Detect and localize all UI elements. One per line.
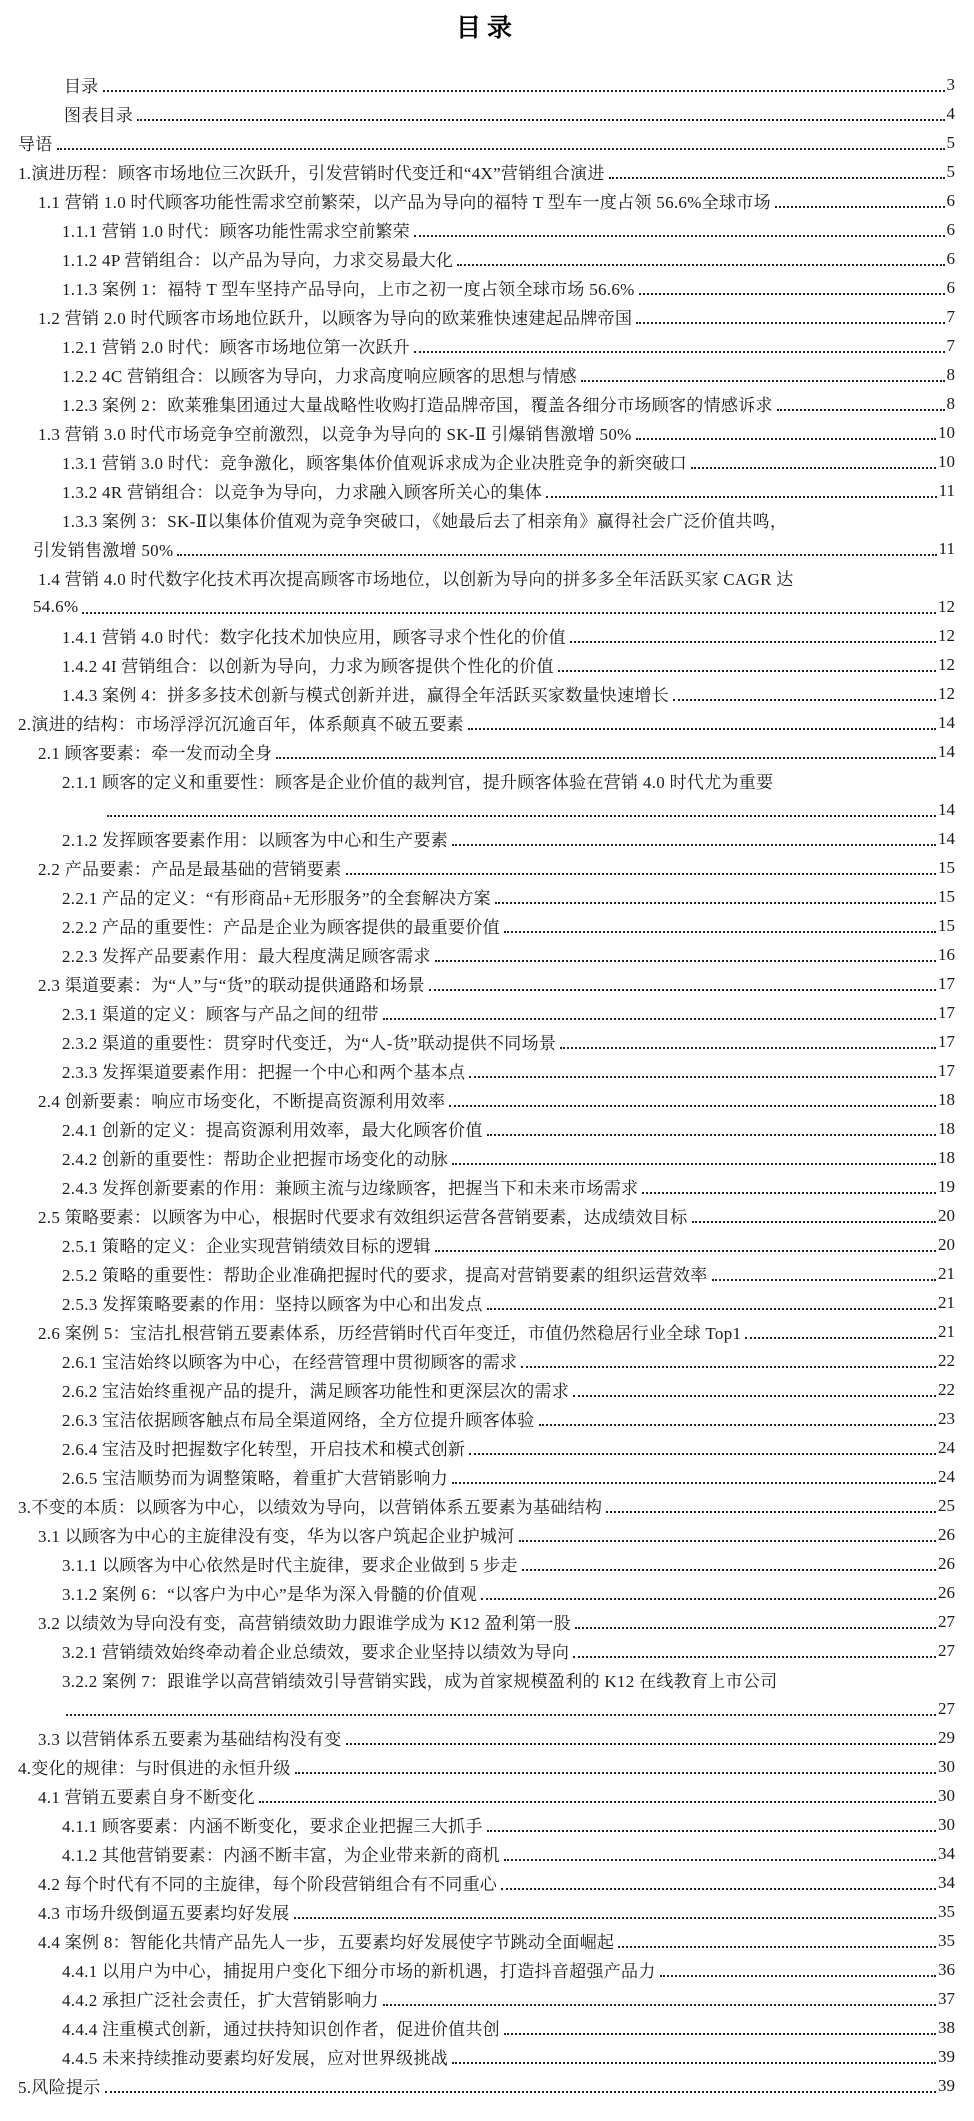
toc-leader-dots — [642, 1192, 936, 1194]
toc-entry-text: 2.1 顾客要素：牵一发而动全身 — [38, 744, 273, 763]
toc-entry[interactable] — [0, 447, 974, 476]
toc-entry[interactable] — [0, 766, 974, 795]
toc-entry-text: 1.4.1 营销 4.0 时代：数字化技术加快应用，顾客寻求个性化的价值 — [62, 628, 566, 647]
toc-entry-text: 1.4.2 4I 营销组合：以创新为导向，力求为顾客提供个性化的价值 — [62, 657, 554, 676]
toc-entry-text: 2.5.3 发挥策略要素的作用：坚持以顾客为中心和出发点 — [62, 1295, 483, 1314]
toc-entry-text: 2.5.1 策略的定义：企业实现营销绩效目标的逻辑 — [62, 1237, 431, 1256]
toc-entry[interactable] — [0, 824, 974, 853]
toc-leader-dots — [504, 931, 936, 933]
toc-entry-text: 2.2.2 产品的重要性：产品是企业为顾客提供的最重要价值 — [62, 918, 500, 937]
toc-leader-dots — [452, 844, 936, 846]
toc-entry-text: 1.3.1 营销 3.0 时代：竞争激化，顾客集体价值观诉求成为企业决胜竞争的新突破口 — [62, 454, 687, 473]
toc-entry-text: 3.1.1 以顾客为中心依然是时代主旋律，要求企业做到 5 步走 — [62, 1556, 518, 1575]
toc-entry[interactable] — [0, 389, 974, 418]
toc-entry-text: 2.1.2 发挥顾客要素作用：以顾客为中心和生产要素 — [62, 831, 449, 850]
toc-page-number: 26 — [938, 1524, 955, 1544]
toc-entry[interactable] — [0, 331, 974, 360]
toc-entry-text: 2.3.3 发挥渠道要素作用：把握一个中心和两个基本点 — [62, 1063, 466, 1082]
toc-page-number: 35 — [938, 1930, 955, 1950]
toc-leader-dots — [429, 989, 936, 991]
toc-leader-dots — [691, 467, 936, 469]
toc-leader-dots — [573, 1656, 936, 1658]
toc-entry[interactable] — [0, 795, 974, 824]
toc-leader-dots — [435, 1250, 936, 1252]
toc-entry[interactable] — [0, 2071, 974, 2100]
toc-leader-dots — [495, 902, 936, 904]
toc-page-number: 39 — [938, 2075, 955, 2095]
toc-leader-dots — [618, 1946, 936, 1948]
toc-leader-dots — [692, 1221, 937, 1223]
toc-entry[interactable] — [0, 911, 974, 940]
toc-page-number: 21 — [938, 1321, 955, 1341]
toc-entry-text: 3.1.2 案例 6：“以客户为中心”是华为深入骨髓的价值观 — [62, 1585, 478, 1604]
toc-page-number: 24 — [938, 1466, 955, 1486]
toc-entry[interactable] — [0, 708, 974, 737]
toc-entry-text: 1.3.2 4R 营销组合：以竞争为导向，力求融入顾客所关心的集体 — [62, 483, 543, 502]
toc-page-number: 14 — [938, 828, 955, 848]
toc-entry-text: 2.演进的结构：市场浮浮沉沉逾百年，体系颠真不破五要素 — [18, 715, 464, 734]
toc-page-number: 7 — [946, 306, 955, 326]
toc-page-number: 8 — [946, 364, 955, 384]
toc-entry-text: 2.6 案例 5：宝洁扎根营销五要素体系，历经营销时代百年变迁，市值仍然稳居行业全球 Top1 — [38, 1324, 742, 1343]
toc-page-number: 37 — [938, 1988, 955, 2008]
toc-entry-text: 1.1 营销 1.0 时代顾客功能性需求空前繁荣，以产品为导向的福特 T 型车一度占领 56.6%全球市场 — [38, 193, 771, 212]
toc-leader-dots — [457, 264, 944, 266]
toc-entry-text: 2.3 渠道要素：为“人”与“货”的联动提供通路和场景 — [38, 976, 425, 995]
toc-page-number: 8 — [946, 393, 955, 413]
toc-leader-dots — [383, 1018, 936, 1020]
toc-entry-text: 3.2 以绩效为导向没有变，高营销绩效助力跟谁学成为 K12 盈利第一股 — [38, 1614, 572, 1633]
toc-entry-text: 2.1.1 顾客的定义和重要性：顾客是企业价值的裁判官，提升顾客体验在营销 4.0 时代尤为重要 — [62, 773, 774, 792]
toc-entry-text: 2.4 创新要素：响应市场变化，不断提高资源利用效率 — [38, 1092, 446, 1111]
toc-entry-text: 4.1.2 其他营销要素：内涵不断丰富，为企业带来新的商机 — [62, 1846, 500, 1865]
toc-entry[interactable] — [0, 1375, 974, 1404]
toc-leader-dots — [105, 2091, 936, 2093]
toc-page-number: 21 — [938, 1292, 955, 1312]
toc-leader-dots — [414, 351, 944, 353]
toc-leader-dots — [452, 1482, 936, 1484]
toc-entry-text: 1.2.1 营销 2.0 时代：顾客市场地位第一次跃升 — [62, 338, 411, 357]
toc-page-number: 14 — [938, 712, 955, 732]
toc-entry[interactable] — [0, 1172, 974, 1201]
toc-entry-text: 2.4.3 发挥创新要素的作用：兼顾主流与边缘顾客，把握当下和未来市场需求 — [62, 1179, 639, 1198]
toc-leader-dots — [660, 1975, 936, 1977]
toc-page-number: 35 — [938, 1901, 955, 1921]
toc-page-number: 11 — [938, 538, 955, 558]
toc-page-number: 30 — [938, 1785, 955, 1805]
toc-page-number: 17 — [938, 1031, 955, 1051]
toc-leader-dots — [570, 641, 936, 643]
toc-entry[interactable] — [0, 1723, 974, 1752]
toc-entry[interactable] — [0, 650, 974, 679]
toc-leader-dots — [573, 1395, 936, 1397]
toc-leader-dots — [259, 1801, 936, 1803]
toc-leader-dots — [57, 148, 945, 150]
toc-leader-dots — [522, 1569, 936, 1571]
toc-page-number: 26 — [938, 1582, 955, 1602]
toc-leader-dots — [103, 90, 945, 92]
toc-entry[interactable] — [0, 737, 974, 766]
toc-page-number: 27 — [938, 1698, 955, 1718]
toc-entry-text: 4.变化的规律：与时俱进的永恒升级 — [18, 1759, 291, 1778]
toc-entry[interactable] — [0, 1578, 974, 1607]
toc-leader-dots — [639, 293, 945, 295]
toc-leader-dots — [575, 1627, 936, 1629]
toc-page-number: 30 — [938, 1756, 955, 1776]
toc-page-number: 24 — [938, 1437, 955, 1457]
toc-page-number: 23 — [938, 1408, 955, 1428]
toc-page-number: 12 — [938, 596, 955, 616]
toc-entry-text: 3.1 以顾客为中心的主旋律没有变，华为以客户筑起企业护城河 — [38, 1527, 515, 1546]
toc-leader-dots — [487, 1830, 936, 1832]
toc-entry[interactable] — [0, 592, 974, 621]
toc-leader-dots — [777, 409, 945, 411]
toc-entry[interactable] — [0, 1346, 974, 1375]
toc-entry[interactable] — [0, 1143, 974, 1172]
toc-entry[interactable] — [0, 940, 974, 969]
toc-page-number: 30 — [938, 1814, 955, 1834]
toc-page-number: 18 — [938, 1118, 955, 1138]
toc-page-number: 17 — [938, 1002, 955, 1022]
toc-entry-text: 2.2.1 产品的定义：“有形商品+无形服务”的全套解决方案 — [62, 889, 491, 908]
toc-page-number: 38 — [938, 2017, 955, 2037]
toc-entry-text: 2.6.3 宝洁依据顾客触点布局全渠道网络，全方位提升顾客体验 — [62, 1411, 535, 1430]
toc-entry[interactable] — [0, 1259, 974, 1288]
toc-leader-dots — [107, 815, 936, 817]
toc-page-number: 27 — [938, 1640, 955, 1660]
toc-leader-dots — [487, 1134, 936, 1136]
toc-entry-text: 4.4.2 承担广泛社会责任，扩大营销影响力 — [62, 1991, 379, 2010]
toc-list — [0, 70, 974, 2100]
toc-entry[interactable] — [0, 1926, 974, 1955]
toc-leader-dots — [636, 438, 936, 440]
toc-leader-dots — [82, 612, 936, 614]
toc-page-number: 15 — [938, 857, 955, 877]
toc-leader-dots — [487, 1308, 936, 1310]
toc-entry[interactable] — [0, 1549, 974, 1578]
toc-leader-dots — [504, 2033, 936, 2035]
toc-leader-dots — [414, 235, 944, 237]
toc-entry[interactable] — [0, 70, 974, 99]
toc-page-number: 11 — [938, 480, 955, 500]
toc-entry[interactable] — [0, 998, 974, 1027]
toc-page-number: 18 — [938, 1089, 955, 1109]
toc-entry[interactable] — [0, 1810, 974, 1839]
toc-leader-dots — [137, 119, 944, 121]
toc-page-number: 12 — [938, 625, 955, 645]
toc-entry-text: 2.2 产品要素：产品是最基础的营销要素 — [38, 860, 342, 879]
toc-leader-dots — [177, 554, 936, 556]
toc-page-number: 17 — [938, 1060, 955, 1080]
toc-page-number: 10 — [938, 422, 955, 442]
toc-leader-dots — [521, 1366, 936, 1368]
toc-entry[interactable] — [0, 1694, 974, 1723]
toc-entry-text: 图表目录 — [64, 106, 134, 125]
toc-page-number: 10 — [938, 451, 955, 471]
toc-leader-dots — [295, 1772, 936, 1774]
toc-page-number: 12 — [938, 654, 955, 674]
toc-entry[interactable] — [0, 1607, 974, 1636]
toc-page-number: 14 — [938, 799, 955, 819]
toc-leader-dots — [346, 873, 937, 875]
toc-leader-dots — [435, 960, 936, 962]
toc-entry-text: 4.4.1 以用户为中心，捕捉用户变化下细分市场的新机遇，打造抖音超强产品力 — [62, 1962, 656, 1981]
toc-entry-text: 1.2.2 4C 营销组合：以顾客为导向，力求高度响应顾客的思想与情感 — [62, 367, 577, 386]
toc-entry-text: 1.2 营销 2.0 时代顾客市场地位跃升，以顾客为导向的欧莱雅快速建起品牌帝国 — [38, 309, 633, 328]
toc-page-number: 6 — [946, 277, 955, 297]
toc-entry[interactable] — [0, 1201, 974, 1230]
toc-page-number: 21 — [938, 1263, 955, 1283]
toc-entry-text: 2.6.5 宝洁顺势而为调整策略，着重扩大营销影响力 — [62, 1469, 449, 1488]
toc-page-number: 22 — [938, 1379, 955, 1399]
toc-entry-text: 1.1.3 案例 1：福特 T 型车坚持产品导向，上市之初一度占领全球市场 56.6% — [62, 280, 635, 299]
toc-page-number: 36 — [938, 1959, 955, 1979]
toc-entry[interactable] — [0, 360, 974, 389]
toc-leader-dots — [469, 1076, 936, 1078]
toc-entry[interactable] — [0, 1027, 974, 1056]
toc-leader-dots — [560, 1047, 936, 1049]
toc-leader-dots — [712, 1279, 936, 1281]
toc-page-number: 14 — [938, 741, 955, 761]
toc-entry-text: 2.3.1 渠道的定义：顾客与产品之间的纽带 — [62, 1005, 379, 1024]
toc-page-number: 12 — [938, 683, 955, 703]
toc-entry-text: 5.风险提示 — [18, 2078, 101, 2097]
toc-entry-text: 2.5.2 策略的重要性：帮助企业准确把握时代的要求，提高对营销要素的组织运营效率 — [62, 1266, 708, 1285]
toc-entry-text: 1.3.3 案例 3：SK-Ⅱ以集体价值观为竞争突破口，《她最后去了相亲角》赢得社会广泛价值共鸣， — [62, 512, 788, 531]
toc-page-number: 34 — [938, 1872, 955, 1892]
toc-entry[interactable] — [0, 2013, 974, 2042]
toc-entry-text: 2.4.1 创新的定义：提高资源利用效率，最大化顾客价值 — [62, 1121, 483, 1140]
toc-leader-dots — [504, 1859, 936, 1861]
toc-page-number: 6 — [946, 248, 955, 268]
toc-leader-dots — [606, 1511, 936, 1513]
toc-entry-text: 3.3 以营销体系五要素为基础结构没有变 — [38, 1730, 342, 1749]
toc-entry-text: 1.演进历程：顾客市场地位三次跃升，引发营销时代变迁和“4X”营销组合演进 — [18, 164, 605, 183]
toc-entry[interactable] — [0, 186, 974, 215]
toc-leader-dots — [294, 1917, 936, 1919]
toc-page-number: 7 — [946, 335, 955, 355]
toc-page-number: 6 — [946, 219, 955, 239]
toc-entry[interactable] — [0, 1056, 974, 1085]
toc-entry[interactable] — [0, 215, 974, 244]
toc-page-number: 26 — [938, 1553, 955, 1573]
toc-entry[interactable] — [0, 1839, 974, 1868]
toc-entry[interactable] — [0, 418, 974, 447]
toc-leader-dots — [66, 1714, 936, 1716]
toc-entry[interactable] — [0, 1984, 974, 2013]
toc-entry-text: 4.3 市场升级倒逼五要素均好发展 — [38, 1904, 290, 1923]
page-title: 目录 — [455, 15, 518, 42]
toc-leader-dots — [449, 1105, 936, 1107]
toc-entry-text: 3.2.1 营销绩效始终牵动着企业总绩效，要求企业坚持以绩效为导向 — [62, 1643, 570, 1662]
toc-page-number: 15 — [938, 886, 955, 906]
toc-leader-dots — [468, 728, 936, 730]
toc-leader-dots — [745, 1337, 936, 1339]
toc-entry[interactable] — [0, 1230, 974, 1259]
toc-page-number: 5 — [946, 161, 955, 181]
toc-entry[interactable] — [0, 1433, 974, 1462]
toc-entry[interactable] — [0, 534, 974, 563]
toc-entry[interactable] — [0, 1868, 974, 1897]
toc-entry[interactable] — [0, 1317, 974, 1346]
toc-entry-text: 2.6.2 宝洁始终重视产品的提升，满足顾客功能性和更深层次的需求 — [62, 1382, 570, 1401]
toc-page-number: 22 — [938, 1350, 955, 1370]
toc-entry[interactable] — [0, 1897, 974, 1926]
toc-entry[interactable] — [0, 1491, 974, 1520]
toc-entry[interactable] — [0, 1955, 974, 1984]
toc-entry-text: 2.6.4 宝洁及时把握数字化转型，开启技术和模式创新 — [62, 1440, 466, 1459]
toc-page-number: 3 — [946, 74, 955, 94]
toc-leader-dots — [775, 206, 945, 208]
toc-entry[interactable] — [0, 99, 974, 128]
toc-leader-dots — [539, 1424, 936, 1426]
toc-entry-text: 1.4.3 案例 4：拼多多技术创新与模式创新并进，赢得全年活跃买家数量快速增长 — [62, 686, 669, 705]
toc-entry[interactable] — [0, 128, 974, 157]
toc-page-number: 17 — [938, 973, 955, 993]
toc-entry[interactable] — [0, 679, 974, 708]
toc-entry[interactable] — [0, 302, 974, 331]
toc-entry[interactable] — [0, 882, 974, 911]
toc-page-number: 29 — [938, 1727, 955, 1747]
toc-entry[interactable] — [0, 1665, 974, 1694]
toc-leader-dots — [469, 1453, 936, 1455]
toc-page-number: 6 — [946, 190, 955, 210]
toc-leader-dots — [546, 496, 936, 498]
toc-entry[interactable] — [0, 1520, 974, 1549]
toc-entry-text: 引发销售激增 50% — [33, 541, 174, 560]
toc-entry[interactable] — [0, 1404, 974, 1433]
toc-entry[interactable] — [0, 2042, 974, 2071]
toc-entry-text: 4.4 案例 8：智能化共情产品先人一步，五要素均好发展使字节跳动全面崛起 — [38, 1933, 615, 1952]
toc-entry[interactable] — [0, 1752, 974, 1781]
toc-entry-text: 54.6% — [33, 596, 79, 616]
toc-entry-text: 导语 — [18, 135, 53, 154]
toc-leader-dots — [558, 670, 936, 672]
toc-page-number: 19 — [938, 1176, 955, 1196]
toc-page-number: 18 — [938, 1147, 955, 1167]
toc-entry[interactable] — [0, 476, 974, 505]
toc-entry[interactable] — [0, 1114, 974, 1143]
toc-page-number: 39 — [938, 2046, 955, 2066]
toc-leader-dots — [346, 1743, 937, 1745]
toc-entry[interactable] — [0, 853, 974, 882]
toc-page-number: 20 — [938, 1205, 955, 1225]
toc-entry-text: 2.2.3 发挥产品要素作用：最大程度满足顾客需求 — [62, 947, 431, 966]
toc-entry[interactable] — [0, 273, 974, 302]
toc-entry-text: 1.4 营销 4.0 时代数字化技术再次提高顾客市场地位，以创新为导向的拼多多全年活跃买家 CAGR 达 — [38, 570, 794, 589]
toc-entry-text: 目录 — [64, 77, 99, 96]
toc-entry[interactable] — [0, 969, 974, 998]
toc-leader-dots — [452, 2062, 936, 2064]
toc-entry-text: 4.1 营销五要素自身不断变化 — [38, 1788, 255, 1807]
toc-entry-text: 4.4.5 未来持续推动要素均好发展，应对世界级挑战 — [62, 2049, 449, 2068]
toc-entry-text: 3.不变的本质：以顾客为中心，以绩效为导向，以营销体系五要素为基础结构 — [18, 1498, 603, 1517]
toc-leader-dots — [452, 1163, 936, 1165]
toc-leader-dots — [636, 322, 944, 324]
toc-entry[interactable] — [0, 563, 974, 592]
toc-entry-text: 4.2 每个时代有不同的主旋律，每个阶段营销组合有不同重心 — [38, 1875, 498, 1894]
toc-entry[interactable] — [0, 1636, 974, 1665]
toc-leader-dots — [581, 380, 945, 382]
toc-entry[interactable] — [0, 1462, 974, 1491]
toc-leader-dots — [609, 177, 945, 179]
toc-page-number: 16 — [938, 944, 955, 964]
toc-entry-text: 1.2.3 案例 2：欧莱雅集团通过大量战略性收购打造品牌帝国，覆盖各细分市场顾客的情感诉求 — [62, 396, 773, 415]
toc-leader-dots — [383, 2004, 936, 2006]
toc-entry[interactable] — [0, 1288, 974, 1317]
toc-entry[interactable] — [0, 244, 974, 273]
toc-leader-dots — [673, 699, 936, 701]
toc-leader-dots — [501, 1888, 936, 1890]
toc-entry[interactable] — [0, 505, 974, 534]
toc-page-number: 5 — [946, 132, 955, 152]
toc-entry[interactable] — [0, 621, 974, 650]
toc-entry-text: 2.5 策略要素：以顾客为中心，根据时代要求有效组织运营各营销要素，达成绩效目标 — [38, 1208, 688, 1227]
toc-entry-text: 4.4.4 注重模式创新，通过扶持知识创作者，促进价值共创 — [62, 2020, 500, 2039]
toc-entry-text: 1.3 营销 3.0 时代市场竞争空前激烈，以竞争为导向的 SK-Ⅱ 引爆销售激增 50% — [38, 425, 632, 444]
toc-entry-text: 2.4.2 创新的重要性：帮助企业把握市场变化的动脉 — [62, 1150, 449, 1169]
toc-leader-dots — [481, 1598, 936, 1600]
toc-entry[interactable] — [0, 1781, 974, 1810]
toc-page-number: 4 — [946, 103, 955, 123]
toc-entry-text: 1.1.2 4P 营销组合：以产品为导向，力求交易最大化 — [62, 251, 454, 270]
toc-page-number: 15 — [938, 915, 955, 935]
toc-entry-text: 4.1.1 顾客要素：内涵不断变化，要求企业把握三大抓手 — [62, 1817, 483, 1836]
toc-entry-text: 1.1.1 营销 1.0 时代：顾客功能性需求空前繁荣 — [62, 222, 411, 241]
toc-entry-text: 3.2.2 案例 7：跟谁学以高营销绩效引导营销实践，成为首家规模盈利的 K12 在线教育上市公司 — [62, 1672, 778, 1691]
toc-leader-dots — [519, 1540, 937, 1542]
toc-leader-dots — [276, 757, 936, 759]
toc-page-number: 25 — [938, 1495, 955, 1515]
toc-page-number: 34 — [938, 1843, 955, 1863]
toc-entry[interactable] — [0, 1085, 974, 1114]
toc-page-number: 27 — [938, 1611, 955, 1631]
toc-entry-text: 2.6.1 宝洁始终以顾客为中心，在经营管理中贯彻顾客的需求 — [62, 1353, 518, 1372]
toc-entry[interactable] — [0, 157, 974, 186]
toc-entry-text: 2.3.2 渠道的重要性：贯穿时代变迁，为“人-货”联动提供不同场景 — [62, 1034, 557, 1053]
toc-page-number: 20 — [938, 1234, 955, 1254]
